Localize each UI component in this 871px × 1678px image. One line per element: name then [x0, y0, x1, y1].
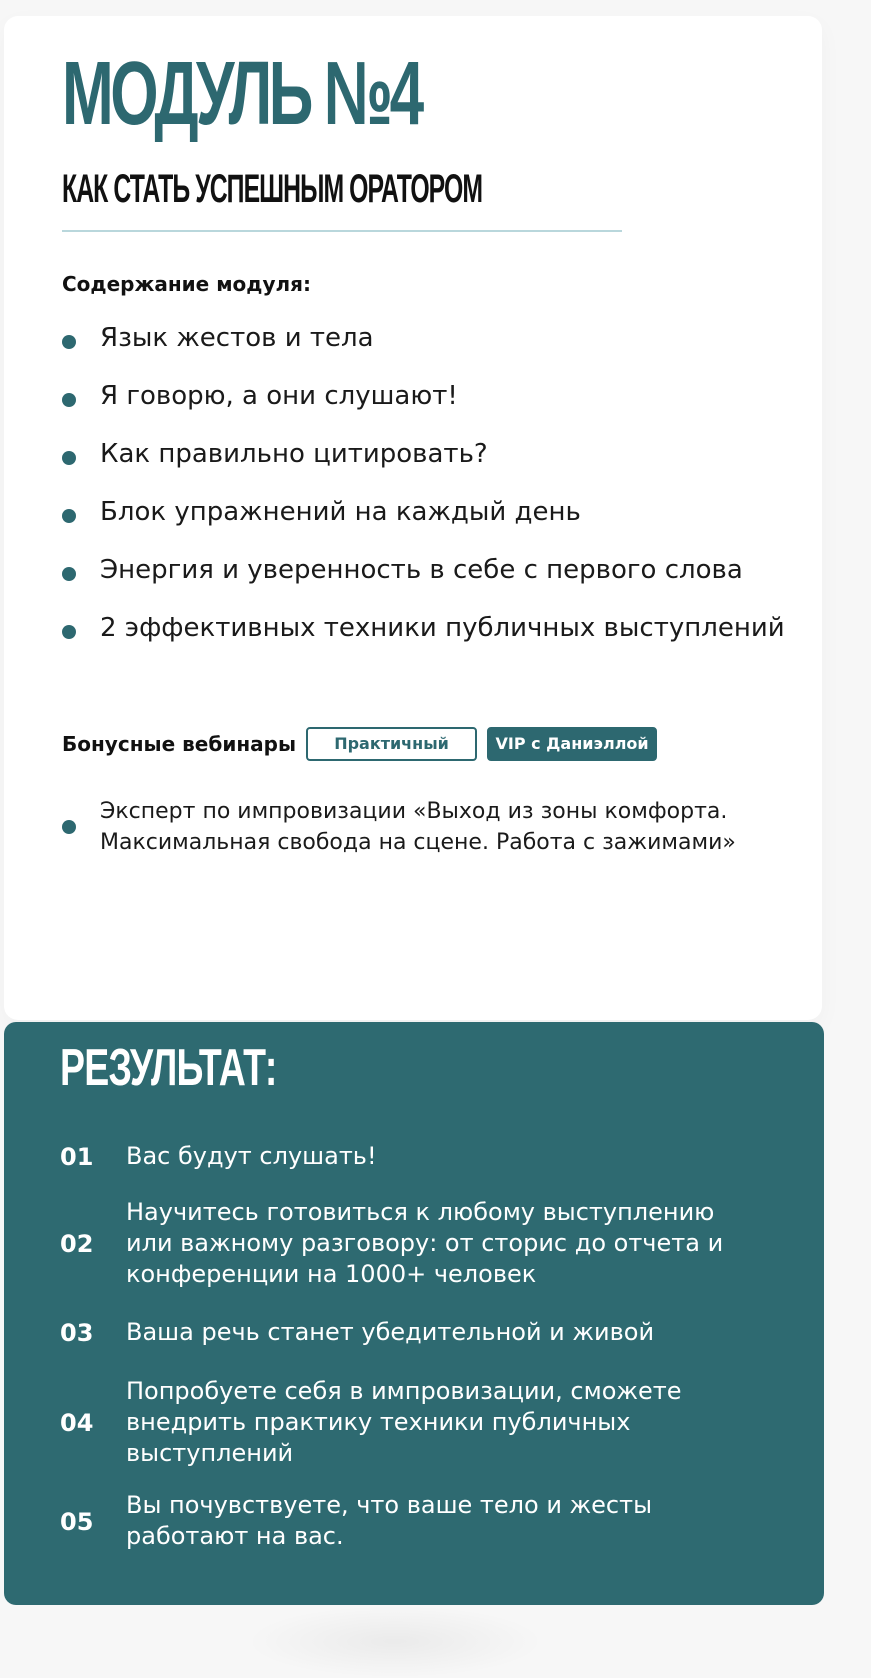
bullet-dot-icon [62, 451, 76, 465]
result-item-text: Ваша речь станет убедительной и живой [126, 1317, 655, 1346]
bullet-dot-icon [62, 335, 76, 349]
result-item-text: Вас будут слушать! [126, 1141, 377, 1170]
result-item-number: 04 [60, 1409, 94, 1437]
result-panel [4, 1022, 824, 1605]
result-item-text: Попробуете себя в импровизации, сможете внедрить практику техники публичных выступлений [126, 1376, 682, 1467]
bullet-dot-icon [62, 567, 76, 581]
contents-item-text: Как правильно цитировать? [100, 439, 488, 469]
contents-item-text: Энергия и уверенность в себе с первого слова [100, 555, 743, 585]
module-subtitle: КАК СТАТЬ УСПЕШНЫМ ОРАТОРОМ [62, 167, 483, 211]
contents-list-item [62, 553, 782, 611]
result-item-number: 05 [60, 1508, 94, 1536]
contents-list-item [62, 437, 782, 495]
bottom-shadow-decoration [245, 1605, 545, 1678]
result-item-text: Вы почувствуете, что ваше тело и жесты работают на вас. [126, 1491, 653, 1550]
result-item-text: Научитесь готовиться к любому выступлению или важному разговору: от сторис до отчета и конференции на 1000+ человек [126, 1197, 724, 1288]
contents-list-item [62, 379, 782, 437]
result-item [60, 1301, 780, 1363]
result-item-number: 01 [60, 1143, 94, 1171]
contents-item-text: Я говорю, а они слушают! [100, 381, 458, 411]
vip-tag-button[interactable]: VIP с Даниэллой [487, 727, 657, 761]
result-item [60, 1363, 780, 1481]
result-item [60, 1127, 780, 1185]
bullet-dot-icon [62, 393, 76, 407]
result-list [60, 1127, 780, 1561]
title-divider [62, 230, 622, 232]
contents-item-text: 2 эффективных техники публичных выступлений [100, 613, 785, 643]
bullet-dot-icon [62, 820, 76, 834]
contents-list-item [62, 495, 782, 553]
result-title: РЕЗУЛЬТАТ: [60, 1039, 277, 1097]
contents-list-item [62, 321, 782, 379]
result-item-number: 02 [60, 1230, 94, 1258]
result-item-number: 03 [60, 1319, 94, 1347]
bonus-expert-item [62, 796, 782, 858]
bullet-dot-icon [62, 509, 76, 523]
bonus-webinars-label: Бонусные вебинары [62, 732, 297, 756]
contents-heading: Содержание модуля: [62, 272, 311, 296]
result-item [60, 1185, 780, 1301]
bonus-expert-text: Эксперт по импровизации «Выход из зоны комфорта. Максимальная свобода на сцене. Работа с зажимами» [100, 799, 736, 855]
result-item [60, 1481, 780, 1561]
contents-list [62, 321, 785, 669]
bullet-dot-icon [62, 625, 76, 639]
contents-list-item [62, 611, 785, 669]
module-title: МОДУЛЬ №4 [62, 44, 421, 144]
practical-tag-button[interactable]: Практичный [306, 727, 477, 761]
contents-item-text: Блок упражнений на каждый день [100, 497, 581, 527]
contents-item-text: Язык жестов и тела [100, 323, 374, 353]
bonus-webinars-row [62, 727, 657, 761]
